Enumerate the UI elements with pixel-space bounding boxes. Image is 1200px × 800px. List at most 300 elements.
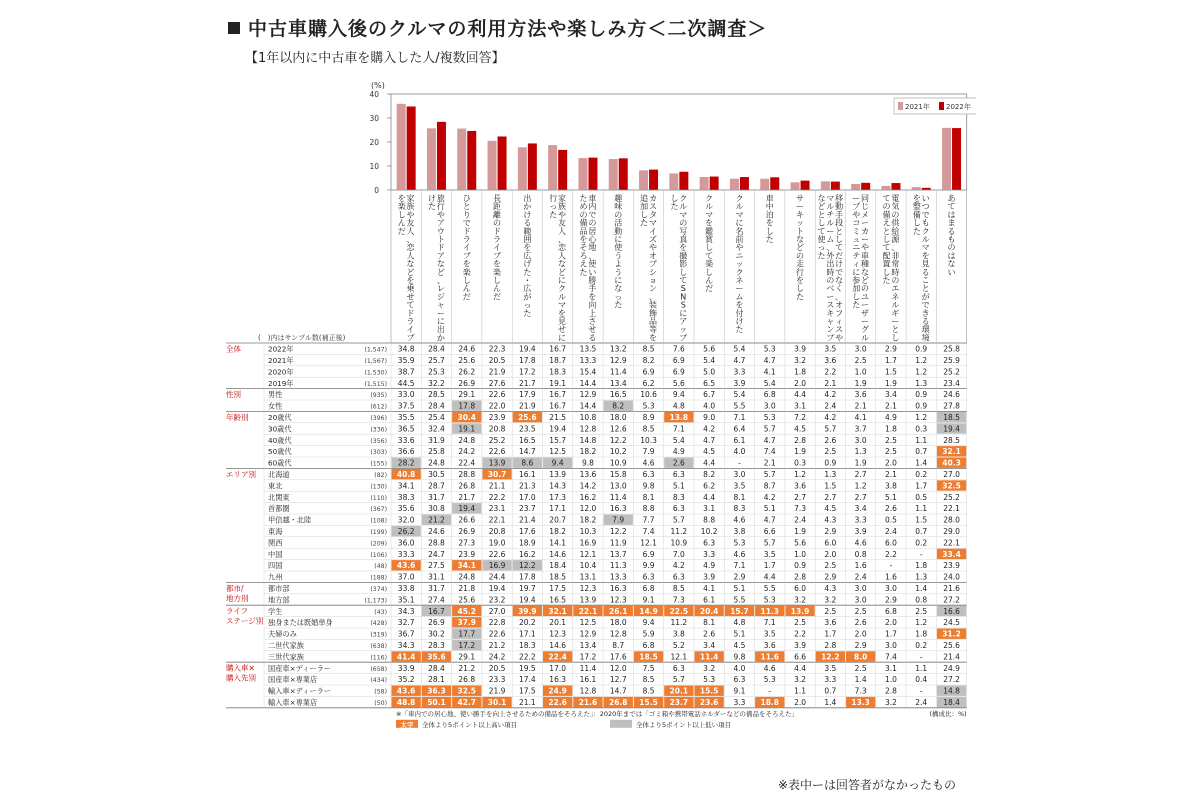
table-cell: 27.5 [428,561,445,571]
table-cell: 22.5 [669,606,689,616]
table-cell: 9.8 [642,481,655,491]
table-cell: 4.4 [703,458,716,468]
row-sample-size: (374) [370,586,387,593]
category-label-4: 長距離のドライブを楽しんだ [493,194,502,302]
table-cell: 1.4 [915,584,928,593]
table-cell: 2.1 [884,401,897,411]
table-cell: 17.7 [458,629,476,639]
category-label-13: 車中泊をした [765,194,774,244]
bar-2022年-16 [861,183,870,190]
table-cell: 22.2 [518,652,536,662]
table-cell: 30.8 [428,504,445,514]
table-cell: 22.6 [488,549,506,559]
page-title [228,14,767,41]
table-cell: 0.7 [915,447,928,457]
table-cell: 2.9 [884,595,897,605]
table-cell: 2.7 [854,492,867,502]
bar-2022年-10 [679,172,688,190]
table-cell: 26.8 [608,698,628,707]
table-cell: 38.3 [397,492,415,502]
row-label: 60歳代 [268,458,292,468]
table-cell: 28.7 [428,481,445,491]
table-cell: 4.9 [703,561,716,571]
table-cell: 25.6 [943,641,960,650]
table-cell: 2.4 [824,401,837,411]
table-cell: 14.9 [639,606,658,616]
table-cell: 21.2 [458,663,476,673]
table-cell: 24.8 [458,572,476,582]
table-cell: 22.1 [943,538,960,548]
table-cell: 17.1 [549,504,567,514]
row-label: 30歳代 [268,424,292,434]
table-cell: 3.3 [854,515,867,525]
row-sample-size: (43) [374,608,387,616]
table-cell: 34.8 [397,344,415,354]
table-cell: 20.8 [488,424,506,434]
table-cell: 0.2 [915,538,928,548]
table-cell: 2.8 [824,641,837,650]
row-label: 50歳代 [268,447,292,457]
table-cell: 12.2 [609,527,627,536]
table-cell: 32.7 [397,618,415,628]
table-cell: 27.4 [428,595,445,605]
table-cell: 41.4 [396,652,416,662]
category-label-16: 同じメーカーや車種などのユーザーグループやコミュニティに参加した [852,194,870,343]
table-cell: 20.8 [488,527,506,536]
table-cell: 10.8 [579,413,597,422]
table-cell: 12.1 [640,538,657,548]
table-cell: 5.6 [794,538,807,548]
table-cell: - [919,686,923,696]
table-cell: 37.5 [397,401,415,411]
table-cell: - [768,686,772,696]
table-cell: 5.6 [672,378,685,388]
table-cell: 6.6 [763,527,776,536]
table-cell: 18.0 [609,413,627,422]
table-cell: 13.9 [579,595,597,605]
category-label-6: 家族や友人、恋人などにクルマを見せに行った [549,194,567,343]
table-cell: 8.1 [642,492,655,502]
row-sample-size: (367) [370,506,387,514]
table-cell: 7.2 [794,413,807,422]
table-cell: 24.0 [943,572,960,582]
row-sample-size: (209) [370,540,387,548]
group-label: ステージ別 [226,616,264,626]
table-cell: 2.8 [794,572,807,582]
table-cell: 2.0 [794,698,807,707]
table-cell: 13.6 [579,470,597,479]
table-cell: 8.2 [703,470,716,479]
table-cell: 14.6 [549,641,567,650]
row-label: 都市部 [268,584,290,593]
y-tick-label: 0 [374,186,379,195]
table-cell: 23.9 [458,549,476,559]
table-cell: - [919,652,923,662]
bar-2022年-17 [891,183,900,190]
table-cell: 0.2 [915,470,928,479]
category-label-9: カスタマイズやオプション、装飾品等を追加した [640,194,657,343]
table-cell: 2.6 [672,458,685,468]
table-cell: 1.7 [884,629,897,639]
table-cell: 1.2 [915,356,928,365]
category-label-2: 旅行やアウトドアなど、レジャーに出かけた [428,194,445,343]
row-sample-size: (428) [370,620,387,628]
table-cell: 24.2 [458,447,476,457]
table-cell: 6.3 [672,572,685,582]
table-cell: 2.5 [824,606,837,616]
table-cell: 22.1 [488,515,506,525]
table-cell: 12.8 [579,686,597,696]
table-cell: 3.7 [854,424,867,434]
table-cell: 13.5 [579,344,597,354]
table-cell: 11.4 [609,367,627,377]
table-cell: 21.9 [518,401,536,411]
table-cell: 10.2 [700,527,718,536]
table-cell: 24.5 [943,618,960,628]
table-cell: 7.7 [642,515,655,525]
table-cell: 0.9 [794,561,807,571]
table-cell: 25.4 [428,413,445,422]
table-cell: 21.4 [518,515,536,525]
row-label: 2020年 [268,367,294,377]
table-cell: 15.4 [579,367,597,377]
table-cell: 16.3 [609,504,627,514]
table-cell: 22.1 [943,504,960,514]
table-cell: 18.2 [579,447,597,457]
table-cell: 34.1 [457,561,477,571]
bar-2021年-12 [730,179,739,190]
table-cell: 5.3 [763,344,776,354]
table-cell: 5.9 [642,629,655,639]
table-cell: 12.3 [579,584,597,593]
table-cell: 11.4 [579,663,597,673]
data-table [226,343,967,708]
table-cell: 19.4 [458,504,476,514]
table-cell: 17.2 [579,652,597,662]
bar-2022年-3 [467,131,476,190]
table-cell: 21.9 [488,367,506,377]
table-cell: 2.8 [884,686,897,696]
table-cell: 31.9 [428,435,445,445]
table-cell: 12.2 [821,652,840,662]
table-cell: 18.5 [639,652,658,662]
table-cell: 17.2 [518,367,536,377]
table-cell: 19.4 [549,424,567,434]
table-cell: 2.4 [915,698,928,707]
table-cell: 2.5 [884,447,897,457]
table-cell: 4.6 [642,458,655,468]
table-cell: 11.2 [670,527,688,536]
bar-2021年-11 [700,177,709,190]
table-cell: 7.1 [672,424,685,434]
table-cell: 15.7 [730,606,749,616]
table-cell: 3.5 [763,629,776,639]
table-cell: 23.5 [518,424,536,434]
table-cell: 33.8 [397,584,415,593]
table-footnote: ※「車内での居心地、使い勝手を向上させるための備品をそろえた」：2020年までは「ゴミ箱や携帯電話ホルダーなどの備品をそろえた」 [396,709,798,718]
table-cell: 8.7 [612,641,625,650]
table-cell: 7.0 [672,549,685,559]
table-cell: 6.3 [642,572,655,582]
table-cell: 3.6 [854,390,867,400]
bar-2022年-1 [407,106,416,190]
group-label: 性別 [226,390,241,400]
table-cell: 6.8 [763,390,776,400]
table-cell: 3.2 [794,595,807,605]
table-cell: 2.5 [794,618,807,628]
table-cell: 16.9 [579,538,597,548]
table-cell: 4.6 [763,663,776,673]
table-cell: 10.4 [579,561,597,571]
table-cell: 18.8 [760,698,780,707]
table-cell: 3.3 [703,549,716,559]
table-cell: 3.0 [854,344,867,354]
table-cell: 24.6 [458,344,476,354]
table-cell: 2.5 [854,356,867,365]
table-cell: 4.4 [703,492,716,502]
table-cell: 5.7 [763,470,776,479]
table-cell: 11.3 [760,606,780,616]
table-cell: 4.7 [763,435,776,445]
table-cell: 19.0 [488,538,506,548]
row-label: 三世代家族 [268,652,304,662]
table-cell: 25.2 [488,435,506,445]
table-cell: 33.0 [397,390,415,400]
table-cell: 13.4 [579,641,597,650]
table-cell: 37.0 [397,572,415,582]
table-cell: 35.2 [397,675,415,685]
table-cell: 3.2 [794,675,807,685]
row-label: 独身または既婚単身 [268,618,333,628]
table-cell: 13.4 [609,378,627,388]
table-cell: 3.9 [733,378,746,388]
table-cell: 4.6 [854,538,867,548]
table-cell: 5.1 [733,629,746,639]
table-cell: 2.1 [854,401,867,411]
table-cell: 20.5 [488,356,506,365]
table-cell: 4.2 [763,492,776,502]
table-cell: 9.8 [581,458,594,468]
table-cell: 35.6 [427,652,446,662]
table-cell: 35.1 [397,595,415,605]
table-cell: 27.3 [458,538,476,548]
table-cell: 2.1 [763,458,776,468]
table-legend-label: 全体より5ポイント以上高い項目 [422,720,518,729]
table-cell: 6.7 [703,390,716,400]
table-cell: 26.8 [458,675,476,685]
table-cell: 1.6 [854,561,867,571]
table-cell: 27.0 [943,470,960,479]
table-cell: 20.1 [549,618,567,628]
row-sample-size: (50) [374,700,387,707]
table-cell: 3.0 [884,584,897,593]
table-cell: 16.3 [549,675,567,685]
table-cell: 30.5 [428,470,445,479]
table-cell: 2.9 [733,572,746,582]
table-cell: 1.8 [915,561,928,571]
page-title-text: 中古車購入後のクルマの利用方法や楽しみ方＜二次調査＞ [248,18,768,40]
table-cell: 16.2 [518,549,536,559]
category-label-14: サーキットなどの走行をした [796,194,805,302]
table-cell: 28.4 [428,663,445,673]
table-cell: 27.8 [943,401,960,411]
table-cell: 19.4 [518,595,536,605]
legend-label: 2021年 [905,103,930,111]
table-cell: 6.3 [642,470,655,479]
table-cell: 15.5 [699,686,719,696]
table-cell: 50.1 [427,698,446,707]
table-cell: 3.0 [854,435,867,445]
table-cell: 3.4 [703,641,716,650]
table-cell: 22.0 [488,401,506,411]
table-cell: 1.6 [884,572,897,582]
table-cell: 24.6 [428,527,445,536]
table-cell: 2.2 [884,549,897,559]
table-cell: 1.9 [854,378,867,388]
table-cell: 6.4 [733,424,746,434]
table-cell: 1.3 [854,447,867,457]
table-cell: 6.2 [642,378,655,388]
table-cell: 32.1 [942,447,961,457]
table-cell: 28.8 [428,538,445,548]
table-cell: 2.4 [794,515,807,525]
table-cell: 5.7 [672,675,685,685]
table-cell: 48.8 [396,698,416,707]
table-cell: 5.1 [733,584,746,593]
table-cell: 0.9 [915,401,928,411]
row-sample-size: (638) [370,643,387,650]
row-sample-size: (188) [370,574,387,582]
table-cell: 13.7 [609,549,627,559]
table-cell: 1.0 [854,367,867,377]
table-cell: 5.4 [733,344,746,354]
table-cell: 34.3 [397,641,415,650]
table-cell: 8.2 [642,356,655,365]
table-cell: 8.9 [642,413,655,422]
table-cell: 3.6 [824,618,837,628]
table-cell: 4.6 [733,549,746,559]
table-cell: 1.4 [854,675,867,685]
bar-2022年-12 [740,177,749,190]
table-cell: 36.0 [397,538,415,548]
table-cell: 6.9 [672,356,685,365]
table-cell: 8.7 [763,481,776,491]
table-cell: 5.5 [733,595,746,605]
table-cell: 25.8 [943,344,960,354]
table-cell: 1.3 [915,572,928,582]
table-cell: 12.8 [579,424,597,434]
table-cell: 3.5 [824,663,837,673]
table-cell: - [889,561,893,571]
table-cell: 8.8 [703,515,716,525]
table-cell: 12.6 [609,424,627,434]
table-cell: 2.7 [824,492,837,502]
table-cell: 5.4 [763,378,776,388]
table-cell: 20.7 [549,515,567,525]
table-cell: 2.5 [854,606,867,616]
square-bullet-icon [228,22,240,34]
table-cell: 1.1 [794,686,807,696]
table-cell: 38.7 [397,367,415,377]
table-cell: 44.5 [397,378,415,388]
table-cell: 23.6 [699,698,719,707]
bar-2022年-9 [649,170,658,190]
table-cell: 2.1 [824,378,837,388]
table-cell: 6.3 [672,504,685,514]
bar-2022年-7 [588,158,597,190]
row-sample-size: (396) [370,415,387,422]
table-cell: 28.5 [428,390,445,400]
table-cell: 6.5 [703,378,716,388]
table-cell: 21.7 [458,492,476,502]
table-cell: 28.4 [428,344,445,354]
bar-2021年-13 [760,179,769,190]
table-cell: 29.1 [458,652,476,662]
table-cell: 3.1 [794,401,807,411]
table-cell: 24.4 [488,572,506,582]
table-cell: 2.5 [824,447,837,457]
table-cell: 6.0 [824,538,837,548]
table-cell: 2.7 [794,492,807,502]
table-cell: 3.4 [884,390,897,400]
table-cell: 1.4 [824,698,837,707]
table-cell: 11.2 [670,618,688,628]
table-cell: 12.7 [609,675,627,685]
table-cell: 14.4 [579,378,597,388]
table-cell: 25.6 [458,595,476,605]
table-cell: 0.5 [884,515,897,525]
table-cell: 3.2 [794,356,807,365]
table-cell: 3.6 [794,481,807,491]
row-sample-size: (303) [370,449,387,457]
category-label-19: あてはまるものはない [947,194,956,277]
table-cell: 23.3 [488,675,506,685]
table-cell: 18.5 [549,572,567,582]
row-sample-size: (199) [370,529,387,536]
table-cell: 3.9 [854,527,867,536]
table-cell: 1.9 [794,447,807,457]
bar-2022年-5 [528,143,537,190]
category-label-12: クルマに名前やニックネームを付けた [735,194,744,335]
table-cell: 13.8 [669,413,689,422]
table-cell: 2.7 [854,470,867,479]
legend-swatch [939,102,944,110]
table-cell: 2.9 [824,572,837,582]
table-cell: 24.9 [943,663,960,673]
sample-size-note: ( )内はサンプル数(補正後) [258,334,346,342]
table-cell: 7.3 [672,595,685,605]
table-cell: 24.9 [548,686,567,696]
category-label-3: ひとりでドライブを楽しんだ [462,194,471,302]
table-cell: 17.8 [518,356,536,365]
row-sample-size: (1,530) [364,369,387,377]
table-cell: 39.9 [518,606,537,616]
y-tick-label: 40 [369,90,379,99]
table-cell: 5.0 [703,367,716,377]
table-cell: 45.2 [457,606,477,616]
table-cell: 11.6 [760,652,780,662]
category-label-1: 家族や友人、恋人などを乗せてドライブを楽しんだ [397,194,415,343]
table-cell: 23.9 [488,413,506,422]
row-label: 20歳代 [268,413,292,422]
table-cell: 1.0 [884,675,897,685]
row-sample-size: (110) [370,494,387,502]
bar-2021年-10 [669,173,678,190]
table-cell: 4.2 [824,413,837,422]
table-cell: 11.3 [609,561,627,571]
bar-2021年-2 [427,128,436,190]
table-cell: 16.1 [518,470,536,479]
